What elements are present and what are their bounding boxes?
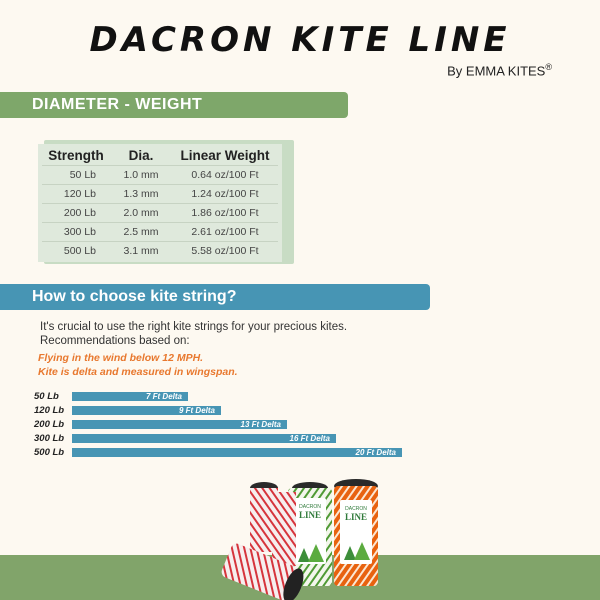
brand-text [447, 62, 552, 78]
delta-bar: 16 Ft Delta [72, 434, 336, 443]
spool-label-main: LINE [298, 510, 322, 520]
bar-strength-label: 120 Lb [34, 405, 65, 416]
cell-weight: 1.24 oz/100 Ft [172, 185, 278, 204]
bar-strength-label: 300 Lb [34, 433, 65, 444]
cell-strength: 300 Lb [42, 223, 110, 242]
col-strength: Strength [48, 148, 104, 163]
cell-weight: 5.58 oz/100 Ft [172, 242, 278, 261]
cell-strength: 50 Lb [42, 166, 110, 185]
col-linear-weight: Linear Weight [180, 148, 270, 163]
delta-bar: 7 Ft Delta [72, 392, 188, 401]
cell-strength: 200 Lb [42, 204, 110, 223]
intro-text: It's crucial to use the right kite strings for your precious kites. Recommendations based on: [40, 321, 348, 347]
cell-weight: 1.86 oz/100 Ft [172, 204, 278, 223]
cell-diameter: 3.1 mm [110, 242, 172, 261]
bar-strength-label: 500 Lb [34, 447, 65, 458]
diameter-weight-banner: DIAMETER - WEIGHT [0, 92, 348, 118]
cell-strength: 500 Lb [42, 242, 110, 261]
delta-bar: 13 Ft Delta [72, 420, 287, 429]
cell-weight: 2.61 oz/100 Ft [172, 223, 278, 242]
kite-line-spools-image [216, 476, 402, 600]
spec-table-header [42, 144, 278, 166]
kite-note: Kite is delta and measured in wingspan. [38, 366, 238, 378]
spool-label-main: LINE [344, 512, 368, 522]
cell-diameter: 2.0 mm [110, 204, 172, 223]
cell-strength: 120 Lb [42, 185, 110, 204]
choose-string-banner: How to choose kite string? [0, 284, 430, 310]
table-row [42, 223, 278, 242]
table-row [42, 166, 278, 185]
spool-label-top: DACRON [345, 506, 367, 512]
spec-table-card [38, 144, 282, 262]
cell-weight: 0.64 oz/100 Ft [172, 166, 278, 185]
cell-diameter: 1.3 mm [110, 185, 172, 204]
brand-name: By EMMA KITES [447, 63, 546, 79]
cell-diameter: 2.5 mm [110, 223, 172, 242]
col-diameter: Dia. [128, 148, 154, 163]
cell-diameter: 1.0 mm [110, 166, 172, 185]
table-row [42, 185, 278, 204]
table-row [42, 242, 278, 261]
registered-mark: ® [545, 62, 552, 72]
delta-bar: 9 Ft Delta [72, 406, 221, 415]
spool-label-top: DACRON [299, 504, 321, 510]
delta-bar: 20 Ft Delta [72, 448, 402, 457]
spec-table [42, 144, 278, 260]
bar-strength-label: 50 Lb [34, 391, 59, 402]
wind-note: Flying in the wind below 12 MPH. [38, 352, 204, 364]
page-title: DACRON KITE LINE [89, 20, 511, 60]
table-row [42, 204, 278, 223]
bar-strength-label: 200 Lb [34, 419, 65, 430]
